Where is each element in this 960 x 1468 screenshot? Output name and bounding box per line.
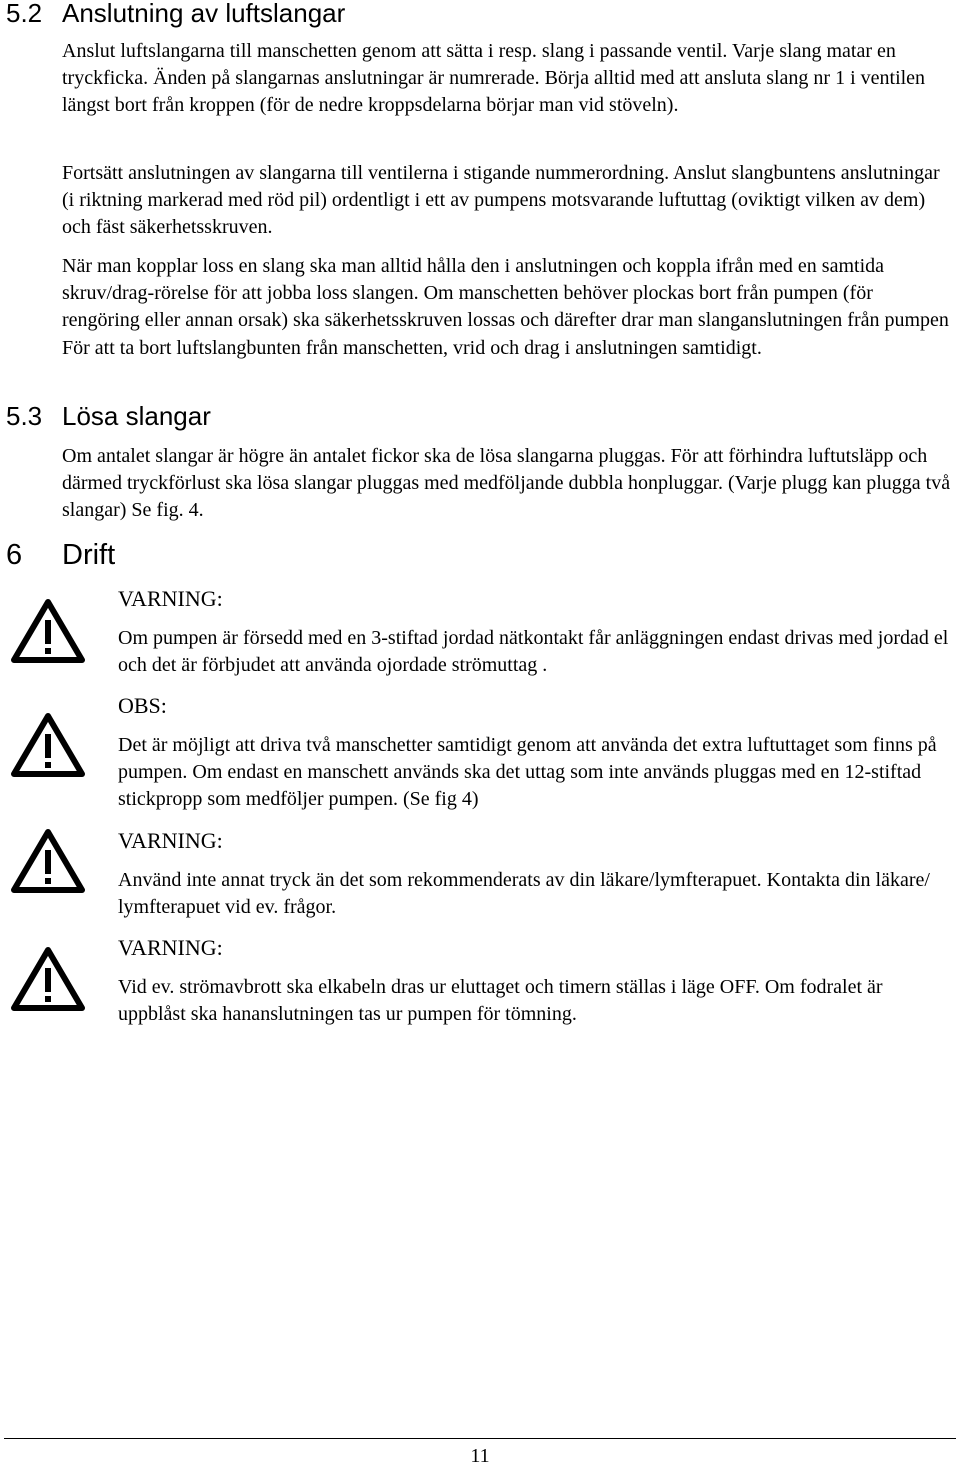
warning-triangle-icon bbox=[10, 828, 86, 894]
footer-divider bbox=[4, 1438, 956, 1439]
notice-heading: VARNING: bbox=[118, 828, 223, 853]
notice-heading: VARNING: bbox=[118, 586, 223, 611]
warning-triangle-icon bbox=[10, 598, 86, 664]
section-6-heading bbox=[6, 539, 115, 571]
notice-text: Vid ev. strömavbrott ska elkabeln dras ur eluttaget och timern ställas i läge OFF. Om fodralet är uppblåst ska hananslutningen tas ur pumpen för tömning. bbox=[118, 976, 883, 1026]
section-title: Lösa slangar bbox=[62, 401, 211, 431]
warning-triangle-icon bbox=[10, 946, 86, 1012]
notice-text: Om pumpen är försedd med en 3-stiftad jordad nätkontakt får anläggningen endast drivas med jordad el och det är förbjudet att använda ojordade strömuttag . bbox=[118, 627, 949, 677]
section-title: Anslutning av luftslangar bbox=[62, 0, 346, 28]
section-5-2-heading bbox=[6, 0, 345, 28]
notice-heading: OBS: bbox=[118, 693, 167, 718]
section-title: Drift bbox=[62, 539, 116, 571]
notice-text: Använd inte annat tryck än det som rekommenderats av din läkare/lymfterapuet. Kontakta din läkare/ lymfterapuet vid ev. frågor. bbox=[118, 869, 930, 919]
paragraph: Om antalet slangar är högre än antalet fickor ska de lösa slangarna pluggas. För att förhindra luftutsläpp och därmed tryckförlust ska lösa slangar pluggas med medföljande dubbla honpluggar. (Varje plugg kan plugga två slangar) Se fig. 4. bbox=[62, 445, 951, 522]
paragraph: När man kopplar loss en slang ska man alltid hålla den i anslutningen och koppla ifrån med en samtida skruv/drag-rörelse för att jobba loss slangen. Om manschetten behöver plockas bort från pumpen (för rengöring eller annan orsak) ska säkerhetsskruven lossas och därefter drar man slanganslutningen från pumpen För att ta bort luftslangbunten från manschetten, vrid och drag i anslutningen samtidigt. bbox=[62, 255, 949, 359]
warning-triangle-icon bbox=[10, 712, 86, 778]
notice-text: Det är möjligt att driva två manschetter samtidigt genom att använda det extra luftuttaget som finns på pumpen. Om endast en manschett används ska det uttag som inte används pluggas med en 12-stiftad stickpropp som medföljer pumpen. (Se fig 4) bbox=[118, 734, 937, 811]
section-number: 5.3 bbox=[6, 401, 43, 431]
notice-heading: VARNING: bbox=[118, 935, 223, 960]
section-number: 5.2 bbox=[6, 0, 43, 28]
page-number: 11 bbox=[470, 1445, 490, 1467]
section-number: 6 bbox=[6, 539, 23, 571]
paragraph: Anslut luftslangarna till manschetten genom att sätta i resp. slang i passande ventil. Varje slang matar en tryckficka. Änden på slangarnas anslutningar är numrerade. Börja alltid med att ansluta slang nr 1 i ventilen längst bort från kroppen (för de nedre kroppsdelarna börjar man vid stöveln). bbox=[62, 40, 926, 117]
section-5-3-heading bbox=[6, 401, 211, 431]
paragraph: Fortsätt anslutningen av slangarna till ventilerna i stigande nummerordning. Anslut slangbuntens anslutningar (i riktning markerad med röd pil) ordentligt i ett av pumpens motsvarande luftuttag (oviktigt vilken av dem) och fäst säkerhetsskruven. bbox=[62, 162, 940, 239]
